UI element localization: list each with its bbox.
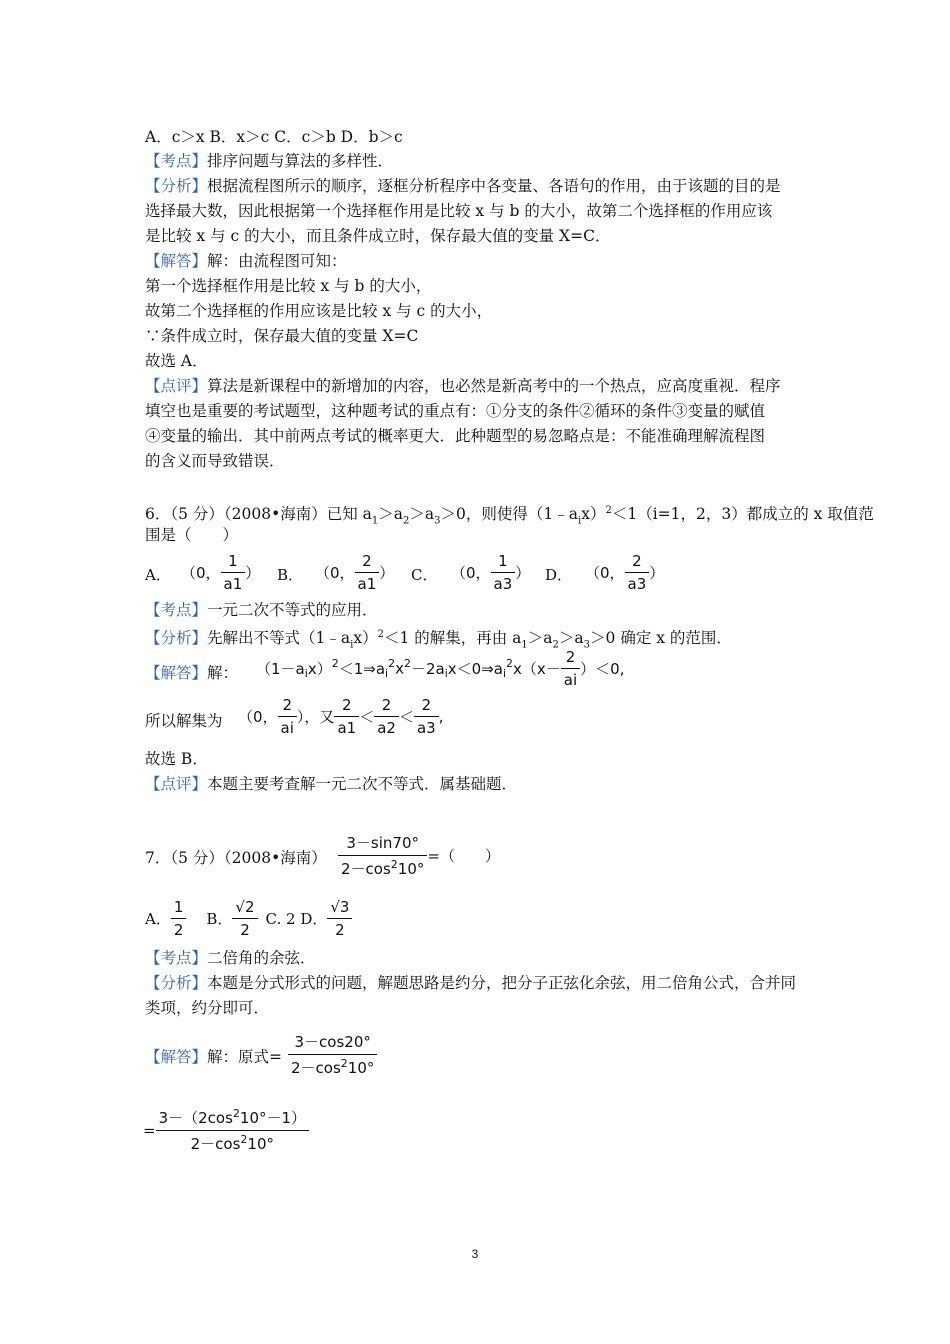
n: 2 (414, 696, 439, 717)
n: 1 (221, 552, 246, 573)
n: 1 (171, 898, 187, 919)
n: √3 (327, 898, 352, 919)
s: 2 (377, 629, 384, 640)
opt-b-label: B． (206, 910, 233, 928)
q6-solset-label: 所以解集为 (145, 712, 223, 730)
opt-cd-label: C. 2 D． (265, 910, 328, 928)
n: 1 (491, 552, 516, 573)
t: ） (515, 564, 531, 582)
opt-c-label: C． (411, 566, 438, 584)
d (156, 1131, 309, 1154)
jieda-tag: 【解答】 (145, 1048, 208, 1066)
q5-dianping-1 (145, 375, 781, 397)
q7-options (145, 898, 352, 939)
q5-dianping-4: 的含义而导致错误． (145, 452, 285, 470)
opt-d-label: D． (545, 566, 573, 584)
t: x） (307, 660, 332, 678)
opt-a-label: A． (145, 910, 171, 928)
q5-fenxi-3: 是比较 x 与 c 的大小，而且条件成立时，保存最大值的变量 X=C． (145, 227, 611, 245)
q5-dianping-2: 填空也是重要的考试题型，这种题考试的重点有：①分支的条件②循环的条件③变量的赋值 (145, 402, 766, 420)
t: x） (581, 505, 606, 524)
d: a1 (223, 575, 243, 593)
t: 10° (247, 1135, 274, 1153)
s: 2 (390, 858, 398, 871)
q5-options: A．c＞x B．x＞c C．c＞b D．b＞c (145, 128, 403, 146)
frac (334, 696, 359, 737)
t: ＜1⇒a (338, 660, 386, 678)
q5-kaodian (145, 150, 393, 172)
frac (327, 898, 352, 939)
s: i (578, 515, 582, 527)
frac (561, 648, 580, 689)
s: i (385, 667, 389, 680)
s: 2 (232, 1107, 240, 1120)
n: 3－sin70° (338, 832, 427, 856)
t: （0， (585, 564, 625, 582)
n: 3－cos20° (288, 1031, 377, 1055)
t: 2－cos (190, 1135, 241, 1153)
t: 2－cos (341, 860, 391, 878)
s: 2 (552, 639, 559, 651)
frac (491, 552, 516, 593)
s: i (444, 667, 448, 680)
t: ＜ (359, 708, 375, 726)
q7-step-1 (288, 1031, 377, 1078)
t: ） (296, 708, 305, 726)
q7-expression (338, 832, 500, 879)
t: x＜0⇒a (447, 660, 503, 678)
q7-step-2 (143, 1107, 309, 1154)
kaodian-tag: 【考点】 (145, 601, 208, 619)
s: 1 (521, 639, 528, 651)
frac (171, 898, 187, 939)
s: 2 (240, 1133, 248, 1146)
s: 2 (605, 505, 612, 516)
fenxi-text: 本题是分式形式的问题，解题思路是约分，把分子正弦化余弦，用二倍角公式，合并同 (207, 974, 797, 992)
q7-stem: 7．（5 分）（2008•海南） (145, 849, 327, 867)
opt-c-expr (451, 552, 530, 593)
t: ＞a (558, 629, 584, 648)
frac (338, 832, 427, 879)
q6-kaodian (145, 599, 378, 621)
t: （0， (315, 564, 355, 582)
q5-fenxi-2: 选择最大数，因此根据第一个选择框作用是比较 x 与 b 的大小，故第二个选择框的作用应该 (145, 202, 773, 220)
frac (232, 898, 257, 939)
q5-line-4: 故选 A． (145, 352, 208, 370)
t: 2－cos (291, 1059, 341, 1077)
s: 2 (403, 515, 410, 527)
s: i (502, 667, 507, 680)
q6-dianping (145, 773, 517, 795)
kaodian-text: 排序问题与算法的多样性． (207, 152, 394, 170)
n: 2 (355, 552, 380, 573)
t: （0， (181, 564, 221, 582)
frac (288, 1031, 377, 1078)
d: a1 (357, 575, 377, 593)
s: 2 (403, 657, 411, 670)
frac (355, 552, 380, 593)
opt-b-label: B． (277, 566, 304, 584)
q6-jieda-label (145, 662, 238, 684)
jieda-text: 解：由流程图可知： (207, 252, 347, 270)
t: ＞a (409, 505, 435, 524)
t: ＜1 的解集，再由 a (383, 629, 522, 648)
t: ，又 (304, 708, 335, 726)
opt-b-expr (315, 552, 394, 593)
t: （0， (238, 708, 278, 726)
n: √2 (232, 898, 257, 919)
d: a2 (377, 719, 396, 737)
q6-solution-set (238, 696, 444, 737)
opt-a-label: A． (145, 566, 171, 584)
dianping-text: 本题主要考查解一元二次不等式．属基础题． (207, 775, 518, 793)
d: 2 (173, 921, 184, 939)
n: 2 (374, 696, 399, 717)
t: 6．（5 分）（2008•海南）已知 a (145, 505, 372, 524)
n: 2 (278, 696, 297, 717)
frac (625, 552, 650, 593)
n: 2 (625, 552, 650, 573)
dianping-tag: 【点评】 (145, 377, 208, 395)
frac (156, 1107, 309, 1154)
s: 2 (506, 657, 514, 670)
t: ＞0，则使得（1﹣a (440, 505, 579, 524)
jieda-tag: 【解答】 (145, 664, 208, 682)
opt-d-expr (585, 552, 664, 593)
d: a3 (627, 575, 647, 593)
dianping-text: 算法是新课程中的新增加的内容，也必然是新高考中的一个热点，应高度重视．程序 (207, 377, 781, 395)
frac (414, 696, 439, 737)
n: 2 (561, 648, 580, 669)
fenxi-tag: 【分析】 (145, 974, 208, 992)
kaodian-text: 一元二次不等式的应用． (207, 601, 378, 619)
d: a3 (493, 575, 513, 593)
q7-jieda (145, 1046, 282, 1068)
q5-jieda (145, 250, 347, 272)
frac (374, 696, 399, 737)
t: （1－a (256, 660, 305, 678)
t: 10° (347, 1059, 375, 1077)
t: 先解出不等式（1﹣a (207, 629, 351, 648)
t: 10° (397, 860, 425, 878)
kaodian-tag: 【考点】 (145, 949, 208, 967)
t: ） (649, 564, 665, 582)
t: ）＜0, (580, 660, 625, 678)
frac (221, 552, 246, 593)
t: （0， (451, 564, 491, 582)
page-number: 3 (471, 1247, 479, 1261)
q7-fenxi-2: 类项，约分即可． (145, 999, 270, 1017)
s: 2 (388, 657, 396, 670)
q5-fenxi-1 (145, 175, 781, 197)
d: 2 (240, 921, 250, 939)
dianping-tag: 【点评】 (145, 775, 208, 793)
fenxi-tag: 【分析】 (145, 629, 208, 648)
q5-line-1: 第一个选择框作用是比较 x 与 b 的大小， (145, 277, 432, 295)
kaodian-tag: 【考点】 (145, 152, 208, 170)
fenxi-tag: 【分析】 (145, 177, 208, 195)
kaodian-text: 二倍角的余弦． (207, 949, 316, 967)
s: 1 (371, 515, 379, 527)
q5-line-2: 故第二个选择框的作用应该是比较 x 与 c 的大小， (145, 302, 493, 320)
t: ＜1（i=1，2，3）都成立的 x 取值范 (611, 505, 874, 524)
t: 10°－1） (239, 1109, 307, 1127)
frac (278, 696, 297, 737)
t: , (438, 707, 444, 726)
t: ） (379, 564, 395, 582)
t: ） (245, 564, 261, 582)
d (338, 856, 427, 879)
n (156, 1107, 309, 1131)
d (288, 1055, 377, 1078)
d: ai (563, 671, 578, 689)
s: 2 (331, 657, 339, 670)
fenxi-text: 根据流程图所示的顺序，逐框分析程序中各变量、各语句的作用，由于该题的目的是 (207, 177, 781, 195)
d: a3 (416, 719, 436, 737)
d: 2 (335, 921, 345, 939)
q6-stem-2: 围是（ ） (145, 526, 239, 544)
t: = (143, 1121, 156, 1140)
q6-inequality (256, 648, 624, 689)
s: 3 (434, 515, 441, 527)
t: ＜ (398, 708, 414, 726)
q6-stem-1 (145, 500, 874, 532)
q7-kaodian (145, 947, 316, 969)
t: ＞a (378, 505, 404, 524)
q5-dianping-3: ④变量的输出．其中前两点考试的概率更大．此种题型的易忽略点是：不能准确理解流程图 (145, 427, 766, 445)
t: =（ ） (427, 847, 500, 865)
jieda-tag: 【解答】 (145, 252, 208, 270)
d: a1 (337, 719, 357, 737)
n: 2 (334, 696, 359, 717)
s: i (350, 639, 354, 651)
t: x） (353, 629, 378, 648)
t: 3－（2cos (158, 1109, 233, 1127)
jieda-text: 解：原式= (207, 1048, 283, 1066)
s: i (304, 667, 308, 680)
jieda-text: 解： (207, 664, 239, 682)
s: 3 (583, 639, 591, 651)
t: ＞a (527, 629, 553, 648)
t: －2a (410, 660, 445, 678)
t: x（x－ (513, 660, 561, 678)
t: x (395, 659, 404, 678)
s: 2 (340, 1057, 348, 1070)
opt-a-expr (181, 552, 260, 593)
t: ＞0 确定 x 的范围． (590, 629, 732, 648)
q7-fenxi-1 (145, 972, 796, 994)
q5-line-3: ∵条件成立时，保存最大值的变量 X=C (145, 327, 419, 345)
q6-xuan: 故选 B． (145, 750, 208, 768)
d: ai (280, 719, 294, 737)
